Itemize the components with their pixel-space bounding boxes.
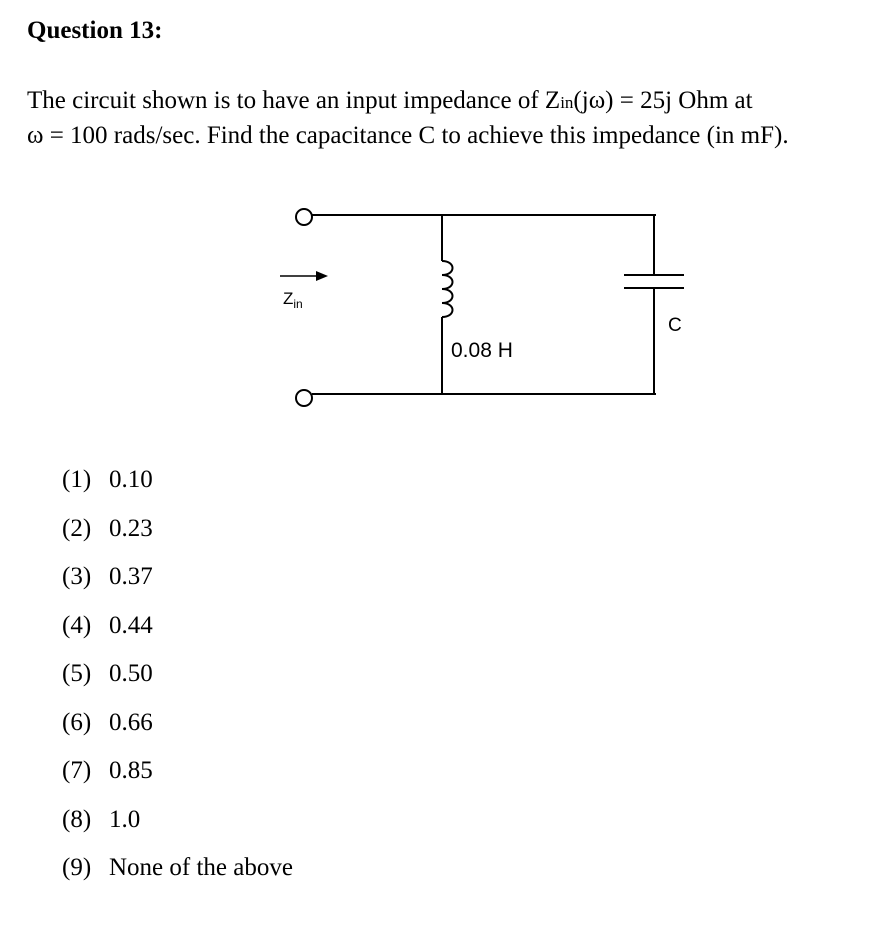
choice-4[interactable] [62, 608, 293, 657]
choice-text: 0.66 [109, 708, 153, 736]
choice-9[interactable] [62, 850, 293, 899]
zin-label [283, 289, 303, 311]
choice-number: (1) [62, 466, 92, 493]
top-terminal [296, 209, 312, 225]
choice-number: (9) [62, 854, 92, 881]
prompt-line-2: ω = 100 rads/sec. Find the capacitance C to achieve this impedance (in mF). [27, 122, 789, 149]
choice-5[interactable] [62, 656, 293, 705]
choice-8[interactable] [62, 802, 293, 851]
zin-label-sub: in [293, 297, 303, 311]
choice-6[interactable] [62, 705, 293, 754]
choice-text: 0.44 [109, 611, 153, 639]
choice-text: None of the above [109, 854, 293, 881]
zin-arrow-head [316, 271, 328, 281]
bottom-terminal [296, 390, 312, 406]
choice-number: (7) [62, 757, 92, 784]
inductor-coil [442, 261, 453, 317]
choice-text: 0.50 [109, 660, 153, 687]
choice-2[interactable] [62, 511, 293, 560]
prompt-line-1-sub: in [560, 93, 574, 112]
choice-7[interactable] [62, 753, 293, 802]
zin-label-main: Z [283, 289, 294, 308]
choice-number: (8) [62, 805, 92, 833]
choice-1[interactable] [62, 462, 293, 511]
choice-number: (6) [62, 708, 92, 736]
choice-number: (5) [62, 660, 92, 687]
choice-text: 0.85 [109, 757, 153, 784]
choice-text: 1.0 [109, 805, 141, 833]
choice-number: (2) [62, 514, 92, 542]
capacitor-label: C [668, 315, 682, 336]
prompt-line-1-pre: The circuit shown is to have an input impedance of Z [27, 87, 561, 114]
choice-text: 0.37 [109, 563, 153, 590]
answer-choices [62, 462, 293, 899]
choice-number: (4) [62, 611, 92, 639]
question-title: Question 13: [27, 17, 163, 44]
choice-text: 0.10 [109, 466, 153, 493]
choice-text: 0.23 [109, 514, 153, 542]
choice-3[interactable] [62, 559, 293, 608]
prompt-line-1-post: (jω) = 25j Ohm at [573, 87, 753, 114]
inductor-label: 0.08 H [451, 339, 513, 362]
choice-number: (3) [62, 563, 92, 590]
